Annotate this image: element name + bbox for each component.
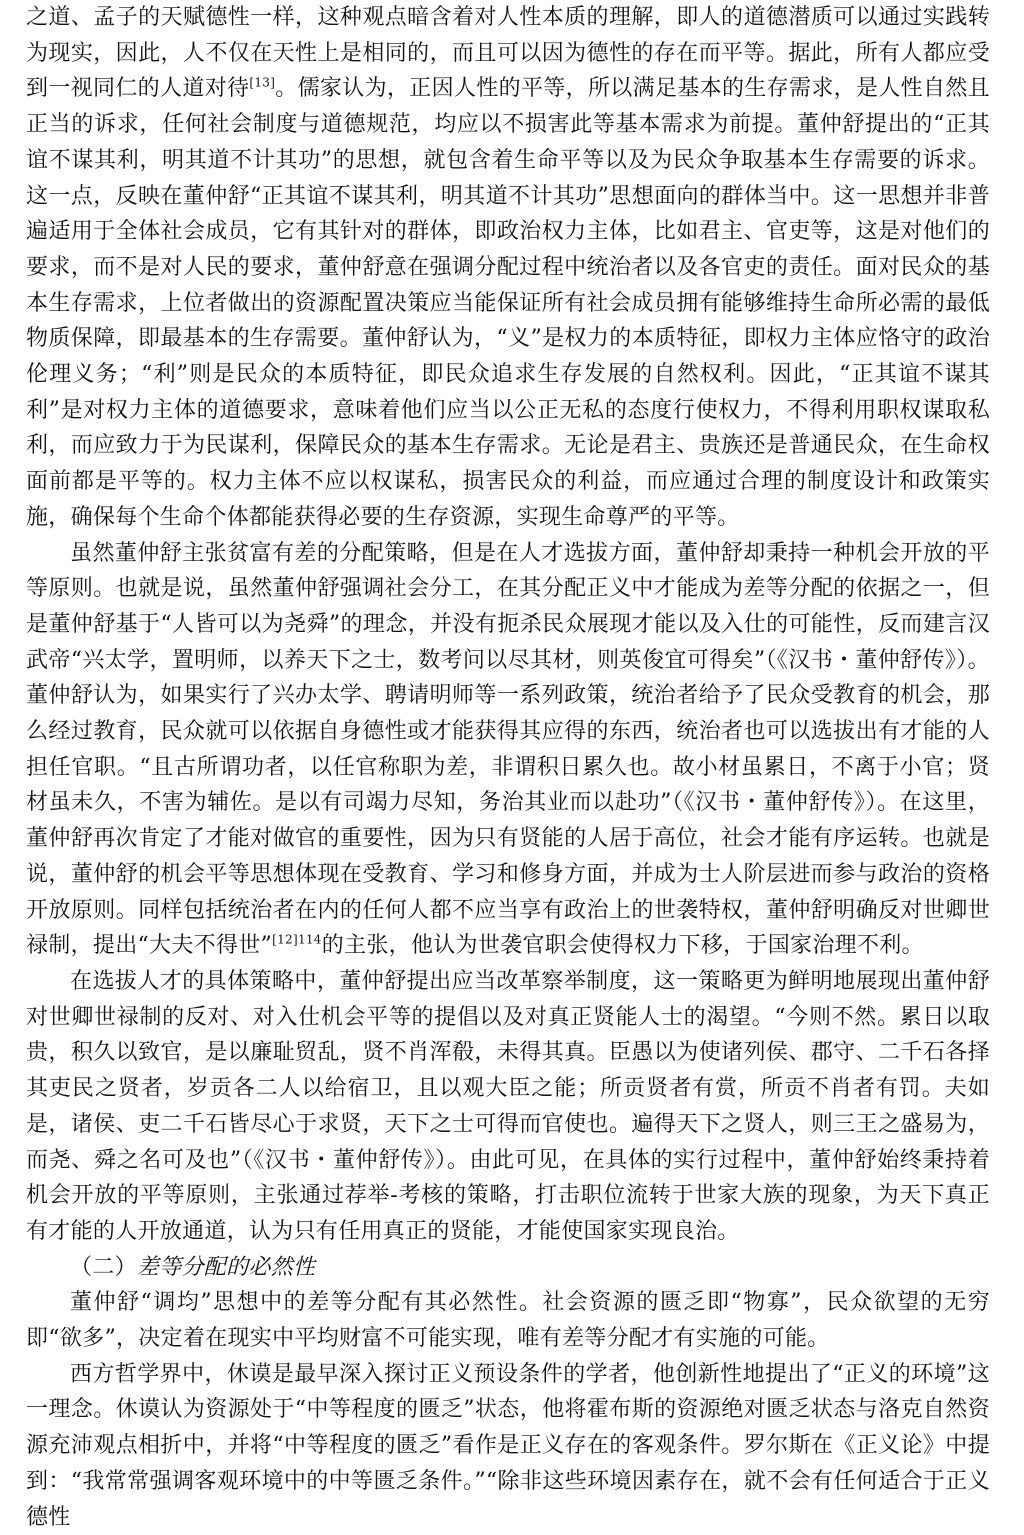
paragraph-2-text: 虽然董仲舒主张贫富有差的分配策略，但是在人才选拔方面，董仲舒却秉持一种机会开放的平等原则。也就是说，虽然董仲舒强调社会分工，在其分配正义中才能成为差等分配的依据之一，但是董仲舒基于“人皆可以为尧舜”的理念，并没有扼杀民众展现才能以及入仕的可能性，反而建言汉武帝“兴太学，置明师，以养天下之士，数考问以尽其材，则英俊宜可得矣”（《汉书・董仲舒传》）。董仲舒认为，如果实行了兴办太学、聘请明师等一系列政策，统治者给予了民众受教育的机会，那么经过教育，民众就可以依据自身德性或才能获得其应得的东西，统治者也可以选拔出有才能的人担任官职。“且古所谓功者，以任官称职为差，非谓积日累久也。故小材虽累日，不离于小官；贤材虽未久，不害为辅佐。是以有司竭力尽知，务治其业而以赴功”（《汉书・董仲舒传》）。在这里，董仲舒再次肯定了才能对做官的重要性，因为只有贤能的人居于高位，社会才能有序运转。也就是说，董仲舒的机会平等思想体现在受教育、学习和修身方面，并成为士人阶层进而参与政治的资格开放原则。同样包括统治者在内的任何人都不应当享有政治上的世袭特权，董仲舒明确反对世卿世禄制，提出“大夫不得世”: [26, 540, 990, 959]
paragraph-2-text-cont: 的主张，他认为世袭官职会使得权力下移，于国家治理不利。: [321, 933, 924, 959]
paragraph-5: 西方哲学界中，休谟是最早深入探讨正义预设条件的学者，他创新性地提出了“正义的环境”这一理念。休谟认为资源处于“中等程度的匮乏”状态，他将霍布斯的资源绝对匮乏状态与洛克自然资源充沛观点相折中，并将“中等程度的匮乏”看作是正义存在的客观条件。罗尔斯在《正义论》中提到：“我常常强调客观环境中的中等匮乏条件。”“除非这些环境因素存在，就不会有任何适合于正义德性: [26, 1361, 990, 1530]
paragraph-1-text: 之道、孟子的天赋德性一样，这种观点暗含着对人性本质的理解，即人的道德潜质可以通过实践转为现实，因此，人不仅在天性上是相同的，而且可以因为德性的存在而平等。据此，所有人都应受到一视同仁的人道对待: [26, 5, 990, 102]
paragraph-4: 董仲舒“调均”思想中的差等分配有其必然性。社会资源的匮乏即“物寡”，民众欲望的无穷即“欲多”，决定着在现实中平均财富不可能实现，唯有差等分配才有实施的可能。: [26, 1290, 990, 1352]
paragraph-3: 在选拔人才的具体策略中，董仲舒提出应当改革察举制度，这一策略更为鲜明地展现出董仲舒对世卿世禄制的反对、对入仕机会平等的提倡以及对真正贤能人士的渴望。“今则不然。累日以取贵，积久以致官，是以廉耻贸乱，贤不肖浑殽，未得其真。臣愚以为使诸列侯、郡守、二千石各择其吏民之贤者，岁贡各二人以给宿卫，且以观大臣之能；所贡贤者有赏，所贡不肖者有罚。夫如是，诸侯、吏二千石皆尽心于求贤，天下之士可得而官使也。遍得天下之贤人，则三王之盛易为，而尧、舜之名可及也”（《汉书・董仲舒传》）。由此可见，在具体的实行过程中，董仲舒始终秉持着机会开放的平等原则，主张通过荐举-考核的策略，打击职位流转于世家大族的现象，为天下真正有才能的人开放通道，认为只有任用真正的贤能，才能使国家实现良治。: [26, 968, 990, 1244]
section-number: （二）: [70, 1254, 137, 1280]
paragraph-1-text-cont: 。儒家认为，正因人性的平等，所以满足基本的生存需求，是人性自然且正当的诉求，任何社会制度与道德规范，均应以不损害此等基本需求为前提。董仲舒提出的“正其谊不谋其利，明其道不计其功”的思想，就包含着生命平等以及为民众争取基本生存需要的诉求。这一点，反映在董仲舒“正其谊不谋其利，明其道不计其功”思想面向的群体当中。这一思想并非普遍适用于全体社会成员，它有其针对的群体，即政治权力主体，比如君主、官吏等，这是对他们的要求，而不是对人民的要求，董仲舒意在强调分配过程中统治者以及各官吏的责任。面对民众的基本生存需求，上位者做出的资源配置决策应当能保证所有社会成员拥有能够维持生命所必需的最低物质保障，即最基本的生存需要。董仲舒认为，“义”是权力的本质特征，即权力主体应恪守的政治伦理义务；“利”则是民众的本质特征，即民众追求生存发展的自然权利。因此，“正其谊不谋其利”是对权力主体的道德要求，意味着他们应当以公正无私的态度行使权力，不得利用职权谋取私利，而应致力于为民谋利，保障民众的基本生存需求。无论是君主、贵族还是普通民众，在生命权面前都是平等的。权力主体不应以权谋私，损害民众的利益，而应通过合理的制度设计和政策实施，确保每个生命个体都能获得必要的生存资源，实现生命尊严的平等。: [26, 76, 990, 530]
citation-12-114: [12]114: [272, 932, 322, 947]
section-heading: [26, 1250, 990, 1286]
paragraph-1: [26, 0, 990, 536]
section-title: 差等分配的必然性: [136, 1254, 316, 1280]
paragraph-2: [26, 536, 990, 964]
citation-13: [13]: [249, 76, 276, 91]
